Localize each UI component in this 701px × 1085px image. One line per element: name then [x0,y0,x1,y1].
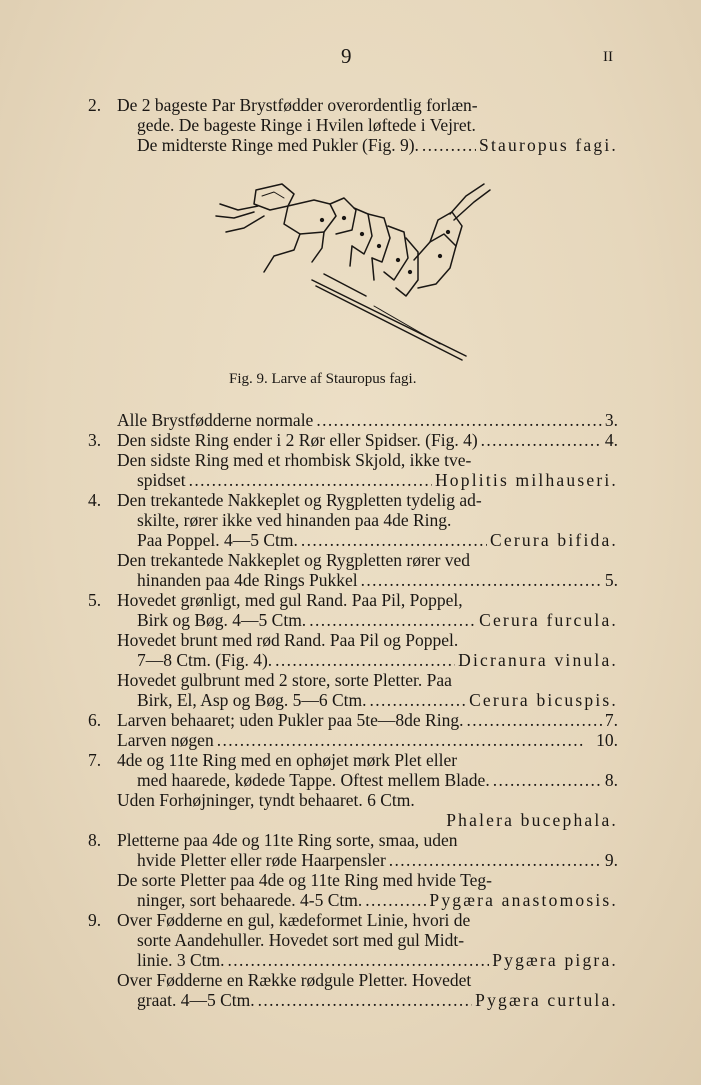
line-text: Den sidste Ring ender i 2 Rør eller Spidser. (Fig. 4) [117,430,478,450]
text-line [0,549,701,571]
species-name: Pygæra pigra. [492,950,618,970]
line-text: Larven behaaret; uden Pukler paa 5te—8de Ring. [117,710,464,730]
line-text: 7—8 Ctm. (Fig. 4). [137,650,273,670]
leader-dots [309,609,476,631]
line-text: Uden Forhøjninger, tyndt behaaret. 6 Ctm. [117,790,415,810]
line-text: 4de og 11te Ring med en ophøjet mørk Plet eller [117,750,458,770]
line-text: sorte Aandehuller. Hovedet sort med gul Midt- [137,930,465,950]
leader-dots [301,529,487,551]
species-name: Cerura furcula. [479,610,618,630]
leader-dots [493,769,602,791]
line-text: Hovedet brunt med rød Rand. Paa Pil og Poppel. [117,630,459,650]
line-text: De sorte Pletter paa 4de og 11te Ring med hvide Teg- [117,870,492,890]
species-name: Phalera bucephala. [446,810,618,830]
entry-number: 9. [88,910,102,930]
leader-dots [365,889,426,911]
text-line [0,429,701,451]
species-name: Pygæra anastomosis. [429,890,618,910]
page-number: 9 [341,44,352,68]
line-text: Pletterne paa 4de og 11te Ring sorte, smaa, uden [117,830,458,850]
line-text: Hovedet grønligt, med gul Rand. Paa Pil, Poppel, [117,590,463,610]
line-text: ninger, sort behaarede. 4-5 Ctm. [137,890,363,910]
line-text: Birk, El, Asp og Bøg. 5—6 Ctm. [137,690,367,710]
reference-number: 3. [604,410,618,430]
text-line [0,829,701,851]
reference-number: 8. [604,770,618,790]
text-line [0,969,701,991]
line-text: gede. De bageste Ringe i Hvilen løftede i Vejret. [137,115,476,135]
line-text: graat. 4—5 Ctm. [137,990,255,1010]
leader-dots [228,949,490,971]
text-line [0,929,701,951]
species-name: Stauropus fagi. [479,135,618,155]
caterpillar-figure-icon [204,176,494,366]
text-line [0,569,701,591]
line-text: De midterste Ringe med Pukler (Fig. 9). [137,135,419,155]
line-text: hinanden paa 4de Rings Pukkel [137,570,358,590]
line-text: Over Fødderne en Række rødgule Pletter. Hovedet [117,970,472,990]
species-name: Pygæra curtula. [475,990,618,1010]
text-line [0,489,701,511]
line-text: spidset [137,470,186,490]
text-line [0,869,701,891]
leader-dots [189,469,432,491]
line-text: skilte, rører ikke ved hinanden paa 4de Ring. [137,510,452,530]
text-line [0,709,701,731]
line-text: Paa Poppel. 4—5 Ctm. [137,530,298,550]
leader-dots [217,729,593,751]
text-line [0,749,701,771]
reference-number: 9. [604,850,618,870]
reference-number: 7. [604,710,618,730]
species-name: Cerura bicuspis. [469,690,618,710]
line-text: Over Fødderne en gul, kædeformet Linie, hvori de [117,910,471,930]
leader-dots [258,989,473,1011]
text-line [0,989,701,1011]
text-line [0,669,701,691]
text-line [0,809,701,831]
text-line [0,114,701,136]
figure-caption: Fig. 9. Larve af Stauropus fagi. [229,371,417,387]
text-line [0,469,701,491]
text-line [0,689,701,711]
leader-dots [422,134,476,156]
leader-dots [361,569,602,591]
reference-number: 10. [596,730,618,750]
line-text: Den trekantede Nakkeplet og Rygpletten rører ved [117,550,471,570]
leader-dots [466,709,601,731]
species-name: Hoplitis milhauseri. [434,470,618,490]
text-line [0,649,701,671]
reference-number: 4. [604,430,618,450]
text-line [0,609,701,631]
entry-number: 4. [88,490,102,510]
text-line [0,849,701,871]
entry-number: 3. [88,430,102,450]
text-line [0,909,701,931]
leader-dots [316,409,602,431]
entry-number: 5. [88,590,102,610]
text-line [0,729,701,751]
entry-number: 7. [88,750,102,770]
line-text: De 2 bageste Par Brystfødder overordentlig forlæn- [117,95,478,115]
species-name: Cerura bifida. [490,530,618,550]
leader-dots [389,849,602,871]
text-line [0,889,701,911]
entry-number: 8. [88,830,102,850]
line-text: med haarede, kødede Tappe. Oftest mellem Blade. [137,770,490,790]
line-text: Den sidste Ring med et rhombisk Skjold, ikke tve- [117,450,472,470]
text-line [0,529,701,551]
signature-mark: II [603,49,613,65]
text-line [0,94,701,116]
text-line [0,449,701,471]
text-line [0,949,701,971]
line-text: linie. 3 Ctm. [137,950,225,970]
line-text: Den trekantede Nakkeplet og Rygpletten tydelig ad- [117,490,482,510]
text-line [0,589,701,611]
line-text: Birk og Bøg. 4—5 Ctm. [137,610,307,630]
text-line [0,134,701,156]
text-line [0,769,701,791]
text-line [0,629,701,651]
entry-number: 2. [88,95,102,115]
line-text: Alle Brystfødderne normale [117,410,314,430]
entry-number: 6. [88,710,102,730]
line-text: hvide Pletter eller røde Haarpensler [137,850,386,870]
text-line [0,409,701,431]
line-text: Larven nøgen [117,730,214,750]
species-name: Dicranura vinula. [458,650,618,670]
leader-dots [369,689,466,711]
text-line [0,509,701,531]
reference-number: 5. [604,570,618,590]
leader-dots [275,649,455,671]
line-text: Hovedet gulbrunt med 2 store, sorte Pletter. Paa [117,670,452,690]
text-line [0,789,701,811]
leader-dots [481,429,602,451]
